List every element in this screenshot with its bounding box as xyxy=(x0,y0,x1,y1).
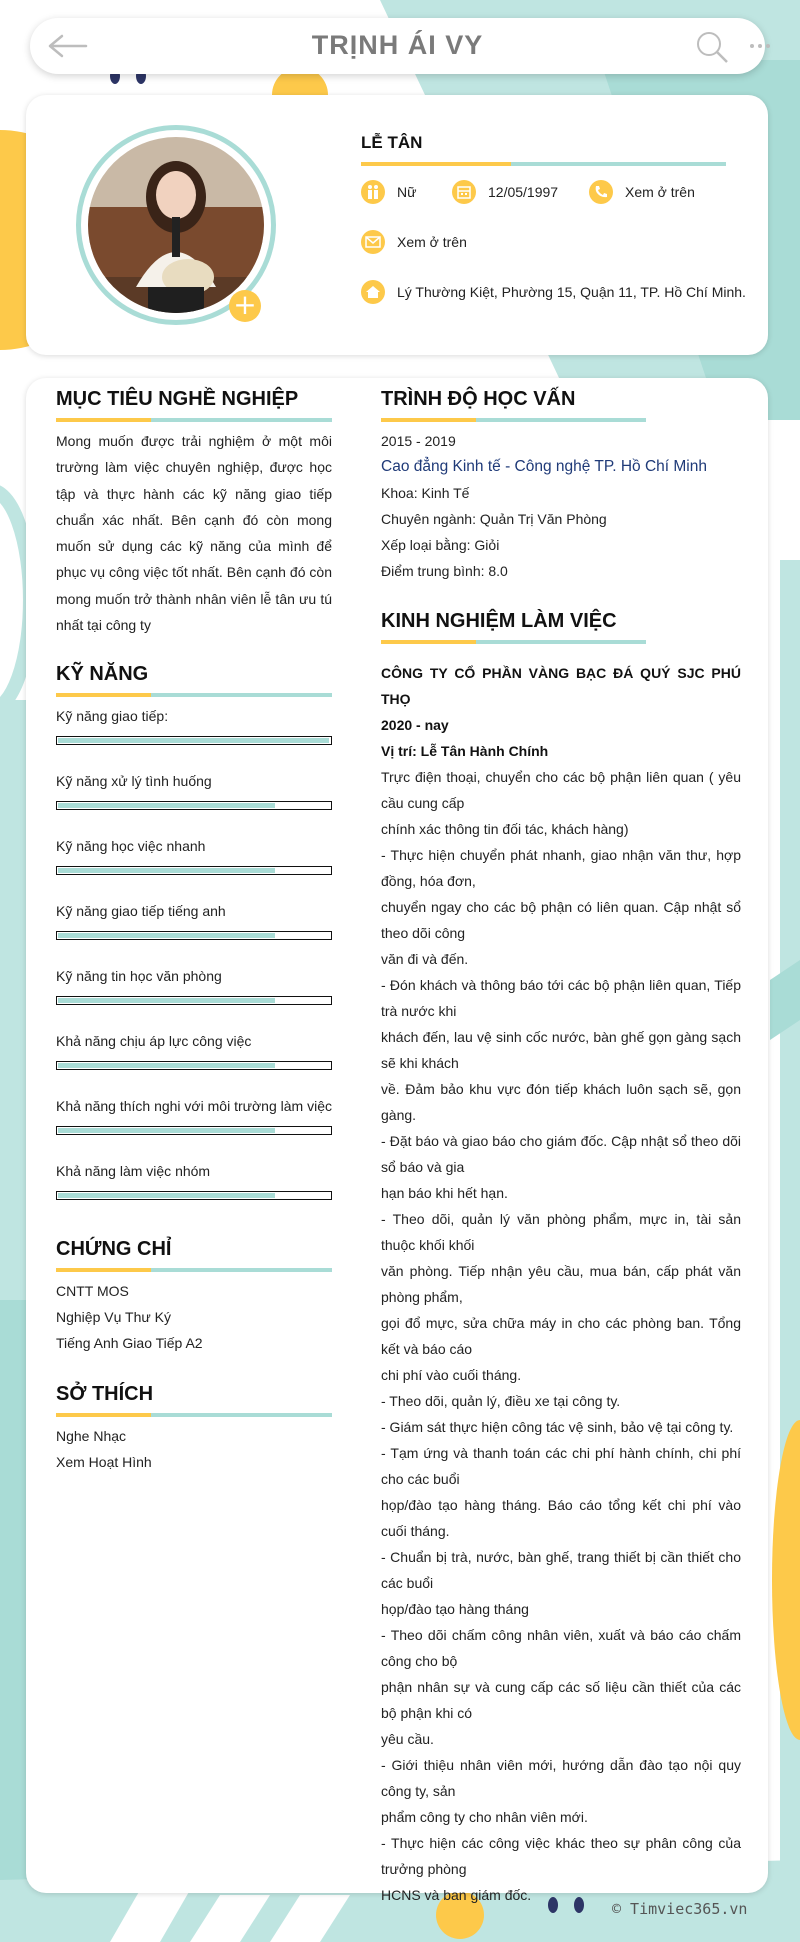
experience-duty-line: - Theo dõi, quản lý văn phòng phẩm, mực in, tài sản thuộc khối khối xyxy=(381,1211,741,1253)
education-period: 2015 - 2019 xyxy=(381,433,456,449)
skill-bar xyxy=(56,1061,332,1070)
education-underline xyxy=(381,418,646,422)
gender-field xyxy=(361,180,416,204)
avatar-frame xyxy=(76,125,276,325)
skill-label: Khả năng thích nghi với môi trường làm việc xyxy=(56,1098,332,1114)
experience-duty-line: phẩm công ty cho nhân viên mới. xyxy=(381,1809,588,1825)
skill-label: Kỹ năng xử lý tình huống xyxy=(56,773,212,789)
skill-bar-fill xyxy=(58,738,329,743)
experience-duties xyxy=(381,764,741,1908)
calendar-icon xyxy=(452,180,476,204)
skill-bar-fill xyxy=(58,998,275,1003)
address-value: Lý Thường Kiệt, Phường 15, Quận 11, TP. Hồ Chí Minh. xyxy=(397,284,746,300)
skill-bar xyxy=(56,996,332,1005)
experience-duty-line: - Giám sát thực hiện công tác vệ sinh, bảo vệ tại công ty. xyxy=(381,1419,734,1435)
phone-icon xyxy=(589,180,613,204)
birthdate-value: 12/05/1997 xyxy=(488,184,559,200)
decorative-dot xyxy=(548,1897,558,1913)
certificates-underline xyxy=(56,1268,332,1272)
experience-position: Vị trí: Lễ Tân Hành Chính xyxy=(381,743,549,759)
experience-duty-line: - Đón khách và thông báo tới các bộ phận liên quan, Tiếp trà nước khi xyxy=(381,977,741,1019)
home-icon xyxy=(361,280,385,304)
experience-duty-line: hạn báo khi hết hạn. xyxy=(381,1185,508,1201)
main-card xyxy=(26,378,768,1903)
skill-bar xyxy=(56,736,332,745)
experience-duty-line: văn đi và đến. xyxy=(381,951,469,967)
skill-bar-fill xyxy=(58,1193,275,1198)
skill-label: Khả năng chịu áp lực công việc xyxy=(56,1033,252,1049)
objective-underline xyxy=(56,418,332,422)
email-value: Xem ở trên xyxy=(397,234,467,250)
education-gpa: Điểm trung bình: 8.0 xyxy=(381,563,508,579)
experience-duty-line: về. Đảm bảo khu vực đón tiếp khách luôn sạch sẽ, gọn gàng. xyxy=(381,1081,741,1123)
certificate-item: CNTT MOS xyxy=(56,1283,129,1299)
experience-duty-line: - Theo dõi chấm công nhân viên, xuất và báo cáo chấm công cho bộ xyxy=(381,1627,741,1669)
top-bar xyxy=(30,18,765,74)
skill-bar xyxy=(56,801,332,810)
skill-bar-fill xyxy=(58,803,275,808)
skill-bar-fill xyxy=(58,1063,275,1068)
objective-text: Mong muốn được trải nghiệm ở một môi trường làm việc chuyên nghiệp, được học tập và thực hành các kỹ năng giao tiếp chuẩn xác nhất. Bên cạnh đó còn mong muốn sử dụng các kỹ năng của mình để phục vụ công việc tốt nhất. Bên cạnh đó còn mong muốn trở thành nhân viên lễ tân ưu tú nhất tại công ty xyxy=(56,433,332,634)
education-grade: Xếp loại bằng: Giỏi xyxy=(381,537,500,553)
decorative-dot xyxy=(574,1897,584,1913)
email-icon xyxy=(361,230,385,254)
experience-duty-line: gọi đổ mực, sửa chữa máy in cho các phòng ban. Tổng kết và báo cáo xyxy=(381,1315,741,1357)
experience-duty-line: - Thực hiện các công việc khác theo sự phân công của trưởng phòng xyxy=(381,1835,741,1877)
experience-duty-line: họp/đào tạo hàng tháng. Báo cáo tổng kết chi phí vào cuối tháng. xyxy=(381,1497,741,1539)
job-title: LỄ TÂN xyxy=(361,133,423,152)
experience-duty-line: họp/đào tạo hàng tháng xyxy=(381,1601,529,1617)
phone-value: Xem ở trên xyxy=(625,184,695,200)
experience-duty-line: - Thực hiện chuyển phát nhanh, giao nhận văn thư, hợp đồng, hóa đơn, xyxy=(381,847,741,889)
skill-label: Kỹ năng học việc nhanh xyxy=(56,838,206,854)
search-icon[interactable] xyxy=(695,30,729,64)
address-field xyxy=(361,280,746,304)
skill-label: Kỹ năng giao tiếp tiếng anh xyxy=(56,903,226,919)
skills-title: KỸ NĂNG xyxy=(56,663,149,685)
experience-duty-line: - Theo dõi, quản lý, điều xe tại công ty. xyxy=(381,1393,621,1409)
education-major: Chuyên ngành: Quản Trị Văn Phòng xyxy=(381,511,607,527)
experience-duty-line: - Đặt báo và giao báo cho giám đốc. Cập nhật sổ theo dõi sổ báo và gia xyxy=(381,1133,741,1175)
education-faculty: Khoa: Kinh Tế xyxy=(381,485,470,501)
experience-duty-line: chính xác thông tin đối tác, khách hàng) xyxy=(381,821,629,837)
experience-underline xyxy=(381,640,646,644)
hobby-item: Xem Hoạt Hình xyxy=(56,1454,152,1470)
skill-label: Kỹ năng giao tiếp: xyxy=(56,708,169,724)
certificates-title: CHỨNG CHỈ xyxy=(56,1238,172,1260)
certificate-item: Nghiệp Vụ Thư Ký xyxy=(56,1309,171,1325)
hobby-item: Nghe Nhạc xyxy=(56,1428,127,1444)
email-field xyxy=(361,230,467,254)
watermark: © Timviec365.vn xyxy=(612,1900,748,1918)
education-school: Cao đẳng Kinh tế - Công nghệ TP. Hồ Chí Minh xyxy=(381,458,707,475)
experience-duty-line: - Tạm ứng và thanh toán các chi phí hành chính, chi phí cho các buổi xyxy=(381,1445,741,1487)
skill-bar xyxy=(56,931,332,940)
more-dots-icon[interactable] xyxy=(748,36,772,56)
avatar xyxy=(88,137,264,313)
experience-company: CÔNG TY CỔ PHẦN VÀNG BẠC ĐÁ QUÝ SJC PHÚ THỌ xyxy=(381,665,741,707)
experience-duty-line: chi phí vào cuối tháng. xyxy=(381,1367,522,1383)
skill-bar xyxy=(56,1191,332,1200)
experience-duty-line: Trực điện thoại, chuyển cho các bộ phận liên quan ( yêu cầu cung cấp xyxy=(381,769,741,811)
experience-duty-line: phận nhân sự và cung cấp các số liệu cần thiết của các bộ phận khi có xyxy=(381,1679,741,1721)
experience-duty-line: HCNS và ban giám đốc. xyxy=(381,1887,532,1903)
skill-bar xyxy=(56,1126,332,1135)
objective-title: MỤC TIÊU NGHỀ NGHIỆP xyxy=(56,388,299,410)
hobbies-title: SỞ THÍCH xyxy=(56,1383,154,1405)
experience-block xyxy=(381,660,741,1908)
phone-field xyxy=(589,180,695,204)
gender-icon xyxy=(361,180,385,204)
education-title: TRÌNH ĐỘ HỌC VẤN xyxy=(381,388,576,410)
job-title-underline xyxy=(361,162,726,166)
hobbies-underline xyxy=(56,1413,332,1417)
skill-bar-fill xyxy=(58,933,275,938)
experience-duty-line: yêu cầu. xyxy=(381,1731,434,1747)
skill-bar-fill xyxy=(58,1128,275,1133)
skill-label: Kỹ năng tin học văn phòng xyxy=(56,968,222,984)
experience-duty-line: văn phòng. Tiếp nhận yêu cầu, mua bán, cấp phát văn phòng phẩm, xyxy=(381,1263,741,1305)
experience-duty-line: chuyển ngay cho các bộ phận có liên quan. Cập nhật sổ theo dõi công xyxy=(381,899,741,941)
skills-underline xyxy=(56,693,332,697)
gender-value: Nữ xyxy=(397,184,417,200)
skill-bar-fill xyxy=(58,868,275,873)
add-photo-button[interactable]: + xyxy=(229,290,261,322)
experience-duty-line: - Chuẩn bị trà, nước, bàn ghế, trang thiết bị cần thiết cho các buổi xyxy=(381,1549,741,1591)
experience-duty-line: - Giới thiệu nhân viên mới, hướng dẫn đào tạo nội quy công ty, sản xyxy=(381,1757,741,1799)
skill-label: Khả năng làm việc nhóm xyxy=(56,1163,211,1179)
candidate-name: TRỊNH ÁI VY xyxy=(311,30,484,60)
experience-title: KINH NGHIỆM LÀM VIỆC xyxy=(381,610,617,632)
certificate-item: Tiếng Anh Giao Tiếp A2 xyxy=(56,1335,203,1351)
skill-bar xyxy=(56,866,332,875)
birthdate-field xyxy=(452,180,558,204)
experience-period: 2020 - nay xyxy=(381,717,449,733)
experience-duty-line: khách đến, lau vệ sinh cốc nước, bàn ghế gọn gàng sạch sẽ khi khách xyxy=(381,1029,741,1071)
profile-card xyxy=(26,95,768,355)
